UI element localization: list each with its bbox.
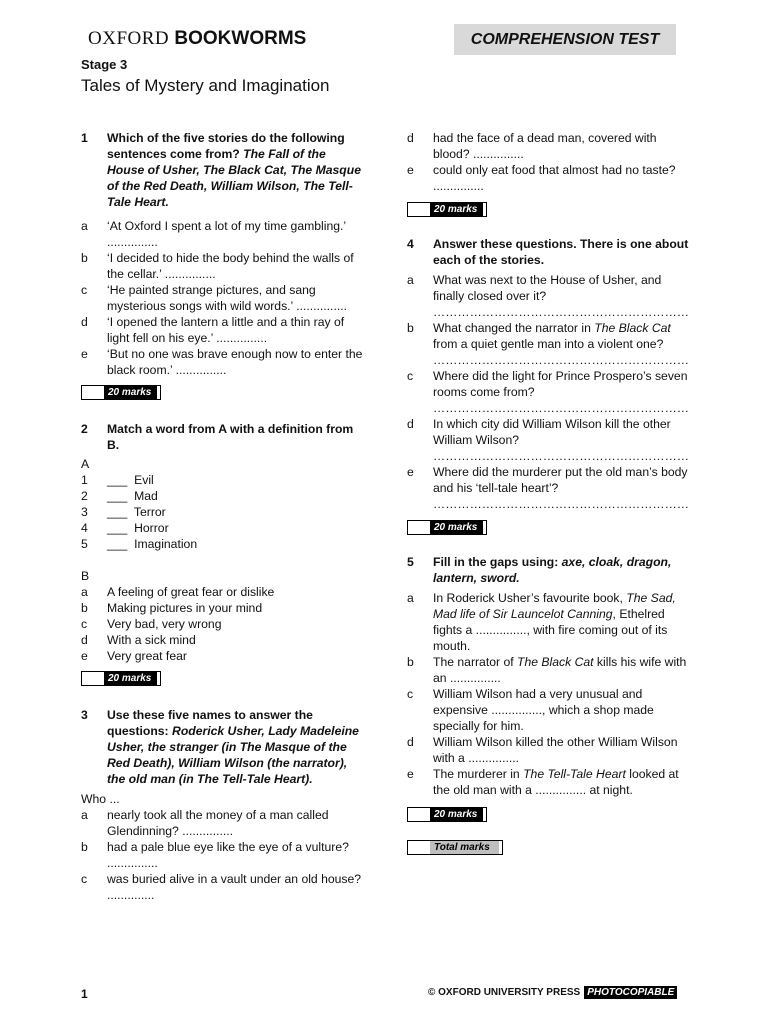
list-item: d ‘I opened the lantern a little and a thin ray of light fell on his eye.’ ............... [81, 315, 345, 345]
list-item: e Very great fear [81, 649, 187, 663]
question-5: 5 Fill in the gaps using: axe, cloak, dragon, lantern, sword. [407, 555, 672, 585]
list-item: d In which city did William Wilson kill the other William Wilson? ……………………………………………………… [407, 417, 689, 463]
list-item: a What was next to the House of Usher, and finally closed over it? ……………………………………………………… [407, 273, 689, 319]
list-item: a nearly took all the money of a man called Glendinning? ............... [81, 808, 329, 838]
list-item: b What changed the narrator in The Black Cat from a quiet gentle man into a violent one? ……………………………………………………… [407, 321, 689, 367]
list-item: e Where did the murderer put the old man’s body and his ‘tell-tale heart’? ……………………………………………………… [407, 465, 689, 511]
marks-box: 20 marks [81, 671, 161, 686]
question-4: 4 Answer these questions. There is one about each of the stories. [407, 237, 689, 267]
list-item: 2 ___ Mad [81, 489, 158, 503]
list-item: b The narrator of The Black Cat kills his wife with an ............... [407, 655, 687, 685]
total-marks-box: Total marks [407, 840, 503, 855]
list-item: 3 ___ Terror [81, 505, 166, 519]
list-item: e ‘But no one was brave enough now to enter the black room.’ ............... [81, 347, 363, 377]
list-item: d William Wilson killed the other William Wilson with a ............... [407, 735, 678, 765]
question-number: 1 [81, 131, 88, 145]
marks-box: 20 marks [407, 520, 487, 535]
stage-label: Stage 3 [81, 57, 128, 72]
list-item: e The murderer in The Tell-Tale Heart looked at the old man with a ............... at night. [407, 767, 679, 797]
marks-box: 20 marks [407, 202, 487, 217]
question-stories: The Fall of the House of Usher, The Black Cat, The Masque of the Red Death, William Wilson, The Tell-Tale Heart. [107, 147, 361, 209]
question-3: 3 Use these five names to answer the questions: Roderick Usher, Lady Madeleine Usher, the stranger (in The Masque of the Red Death), William Wilson (the narrator), the old man (in The Tell-Tale Heart). [81, 708, 359, 786]
list-item: d With a sick mind [81, 633, 196, 647]
who-label: Who ... [81, 792, 120, 806]
page-title: Tales of Mystery and Imagination [81, 76, 330, 95]
left-column [81, 130, 363, 903]
list-item: b had a pale blue eye like the eye of a vulture? ............... [81, 840, 349, 870]
list-item: a In Roderick Usher’s favourite book, The Sad, Mad life of Sir Launcelot Canning, Ethelred fights a ..............., with fire coming out of its mouth. [407, 591, 676, 653]
brand-bookworms: BOOKWORMS [174, 28, 307, 49]
list-item: e could only eat food that almost had no taste? ............... [407, 163, 676, 193]
list-item: c ‘He painted strange pictures, and sang mysterious songs with wild words.’ ............... [81, 283, 347, 313]
list-item: 5 ___ Imagination [81, 537, 198, 551]
brand-logo [88, 28, 306, 50]
column-a-label: A [81, 457, 90, 471]
list-item: c William Wilson had a very unusual and expensive ..............., which a shop made specially for him. [407, 687, 654, 733]
comprehension-test-badge [454, 24, 676, 55]
list-item: a ‘At Oxford I spent a lot of my time gambling.’ ............... [81, 219, 346, 249]
list-item: c was buried alive in a vault under an old house? .............. [81, 872, 362, 902]
copyright-text: © OXFORD UNIVERSITY PRESS [428, 987, 581, 998]
question-2: 2 Match a word from A with a definition from B. [81, 422, 354, 452]
question-text: Which of the five stories do the following sentences come from? [107, 131, 345, 161]
page-number: 1 [81, 987, 88, 1001]
brand-oxford: OXFORD [88, 28, 170, 49]
marks-box: 20 marks [407, 807, 487, 822]
column-b-label: B [81, 569, 90, 583]
list-item: a A feeling of great fear or dislike [81, 585, 275, 599]
badge-label: COMPREHENSION TEST [470, 31, 660, 48]
marks-box: 20 marks [81, 385, 161, 400]
list-item: d had the face of a dead man, covered with blood? ............... [407, 131, 657, 161]
list-item: b ‘I decided to hide the body behind the walls of the cellar.’ ............... [81, 251, 354, 281]
list-item: 1 ___ Evil [81, 473, 154, 487]
footer-copyright [428, 987, 677, 998]
list-item: c Very bad, very wrong [81, 617, 222, 631]
right-column [407, 130, 689, 859]
list-item: b Making pictures in your mind [81, 601, 263, 615]
photocopiable-label: PHOTOCOPIABLE [584, 986, 677, 999]
question-1 [81, 130, 363, 210]
list-item: 4 ___ Horror [81, 521, 169, 535]
list-item: c Where did the light for Prince Prospero’s seven rooms come from? ……………………………………………………… [407, 369, 689, 415]
